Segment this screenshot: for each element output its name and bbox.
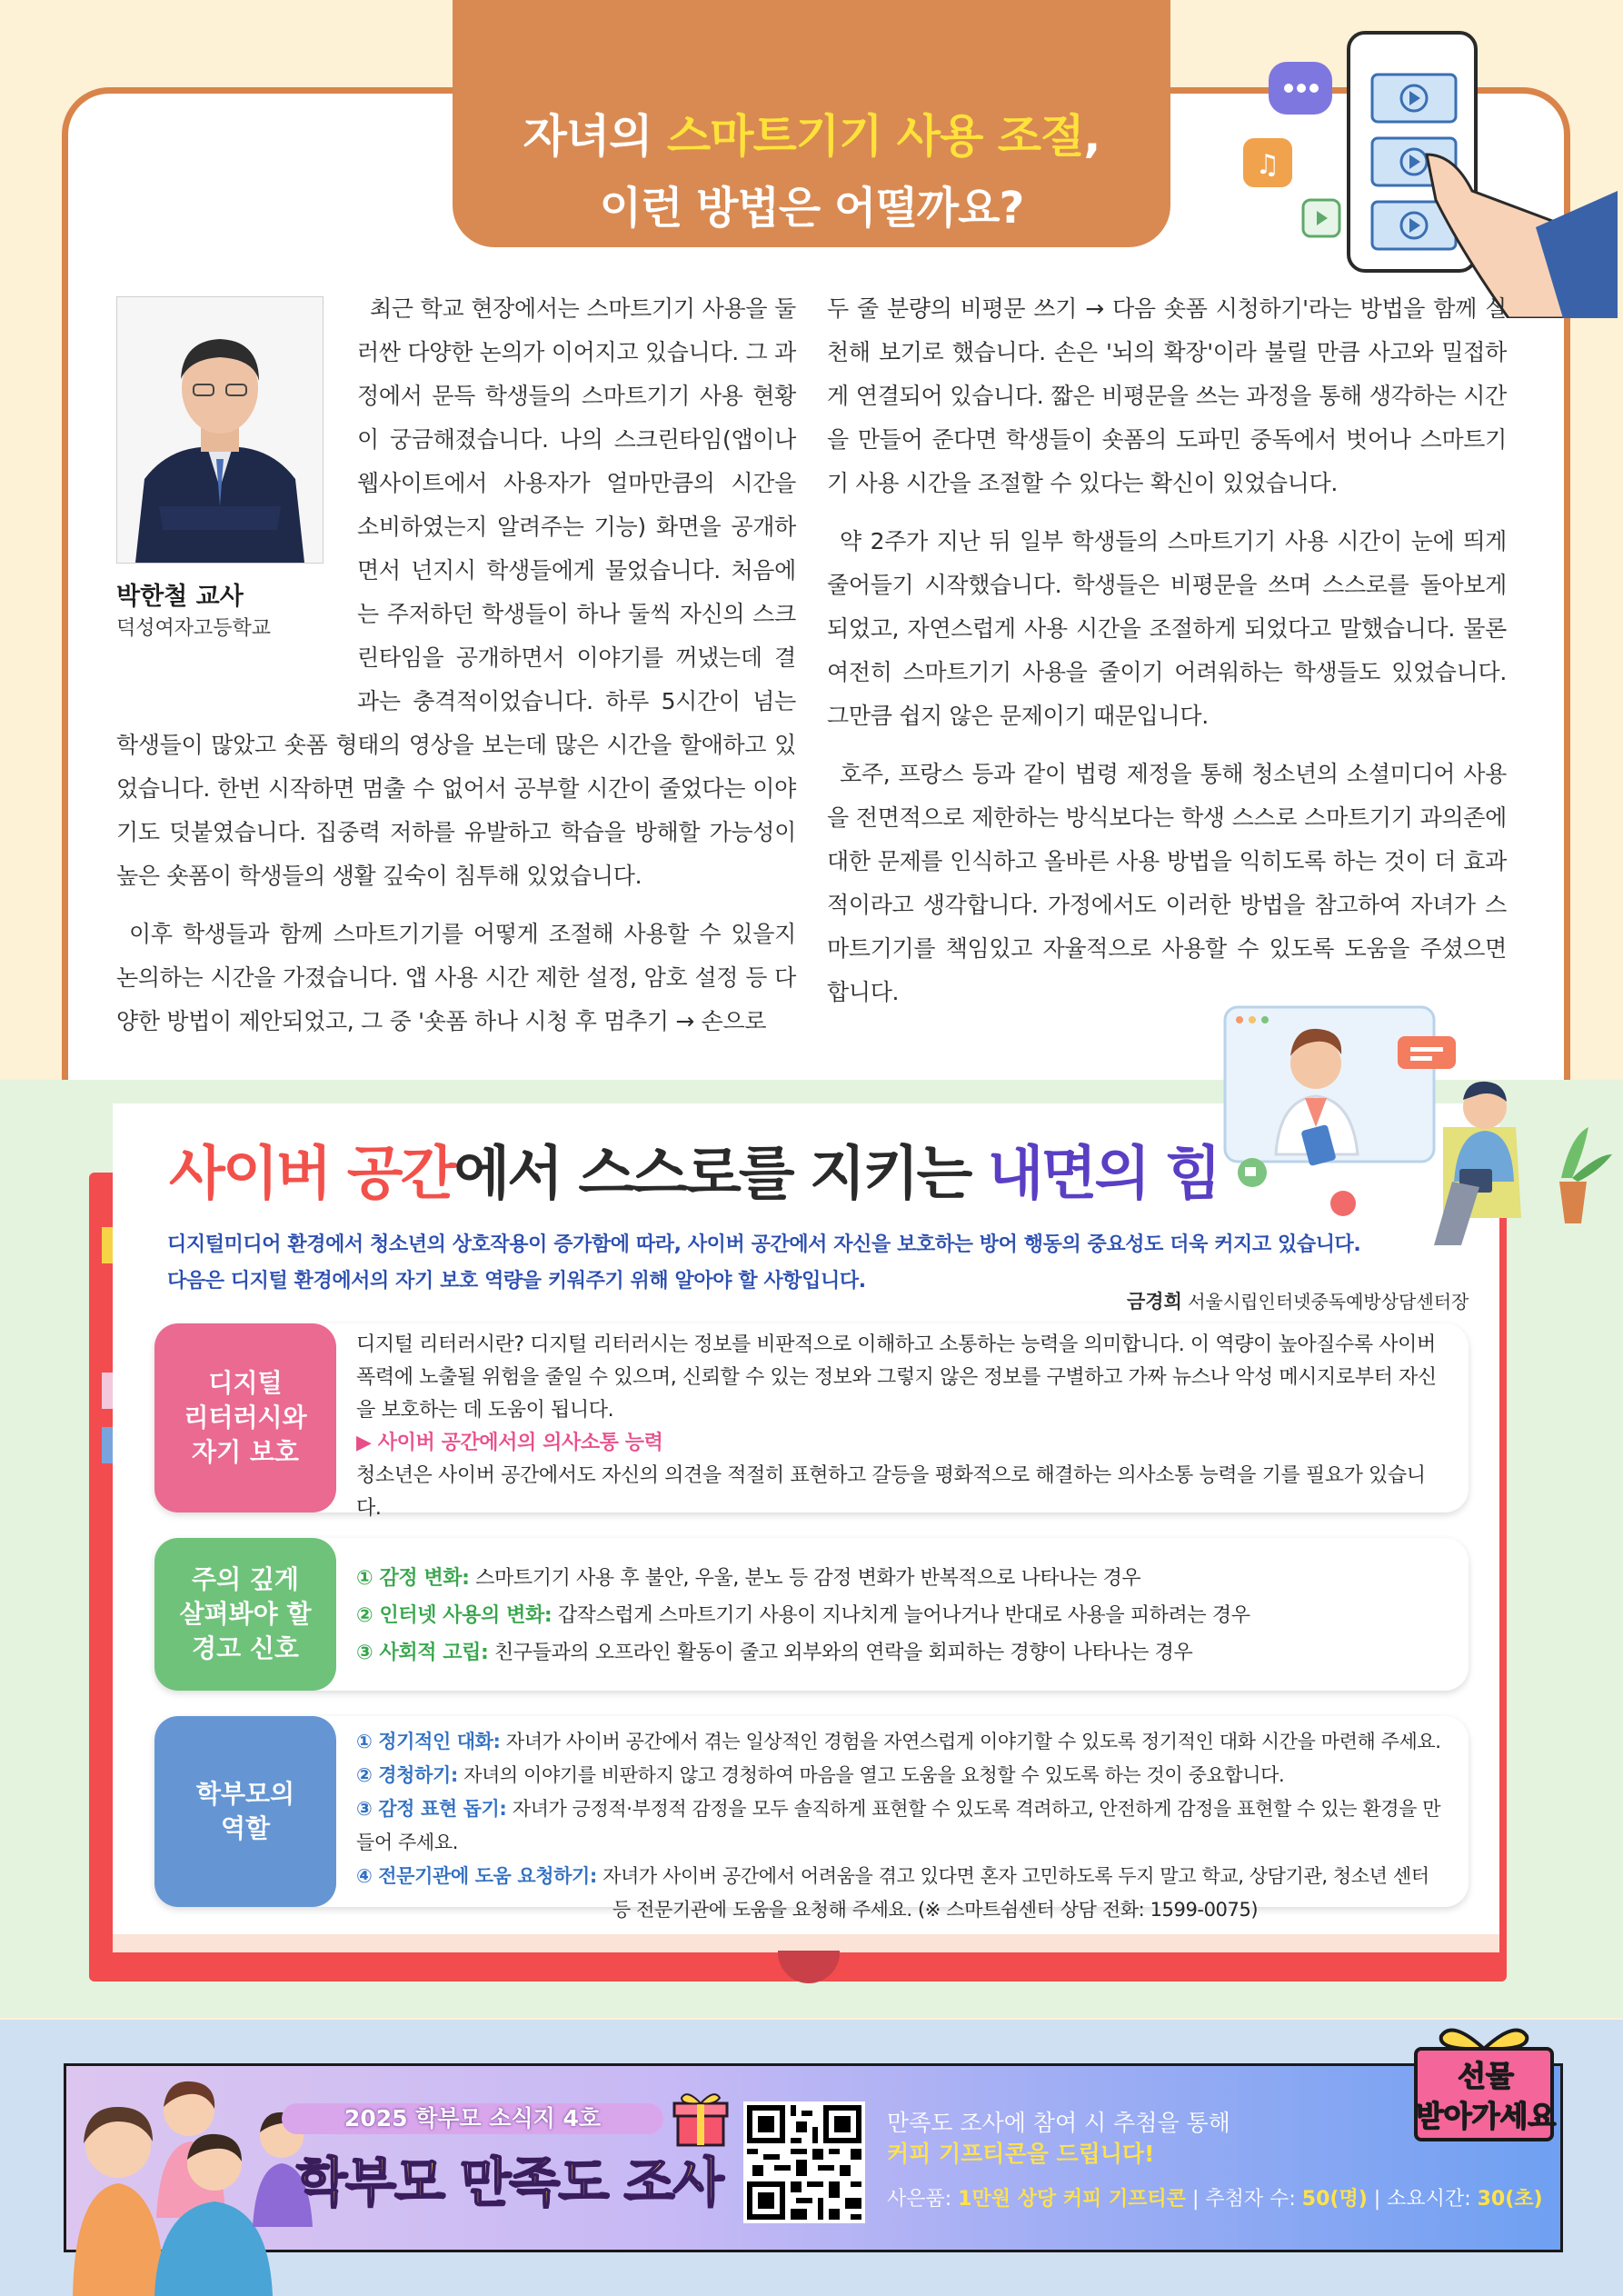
- qr-code[interactable]: [743, 2101, 865, 2223]
- qr-code-image: [747, 2105, 861, 2220]
- title-prefix: 자녀의: [523, 110, 667, 163]
- banner-line1: 만족도 조사에 참여 시 추첨을 통해: [887, 2110, 1230, 2136]
- banner-badge: 2025 학부모 소식지 4호: [282, 2103, 663, 2134]
- list-item-text: 스마트기기 사용 후 불안, 우울, 분노 등 감정 변화가 반복적으로 나타나는 경우: [469, 1567, 1141, 1590]
- info-count-label: | 추첨자 수:: [1185, 2188, 1302, 2211]
- list-item-label: ③ 사회적 고립:: [356, 1642, 489, 1664]
- block-label: [154, 1716, 336, 1907]
- list-item-continuation: 등 전문기관에 도움을 요청해 주세요. (※ 스마트쉼센터 상담 전화: 1599-0075): [612, 1899, 1259, 1921]
- banner-title: 학부모 만족도 조사: [296, 2151, 722, 2213]
- info-prize-label: 사은품:: [887, 2188, 959, 2211]
- title-highlight: 스마트기기 사용 조절: [666, 110, 1084, 163]
- section-title-part3: 내면의 힘: [987, 1141, 1220, 1208]
- block-content: [356, 1725, 1450, 1927]
- section-author-name: 금경희: [1127, 1291, 1182, 1313]
- info-block-digital-literacy: [154, 1323, 1469, 1520]
- section-title-part2: 에서 스스로를 지키는: [453, 1141, 988, 1208]
- block-text: 청소년은 사이버 공간에서도 자신의 의견을 적절히 표현하고 갈등을 평화적으로 해결하는 의사소통 능력을 기를 필요가 있습니다.: [356, 1464, 1426, 1520]
- svg-text:♫: ♫: [1255, 149, 1280, 181]
- section-bottom-strip: [113, 1934, 1499, 1952]
- info-block-parent-role: [154, 1716, 1469, 1921]
- section-intro-line2: 다음은 디지털 환경에서의 자기 보호 역량을 키워주기 위해 알아야 할 사항입니다.: [167, 1270, 866, 1293]
- list-item-label: ④ 전문기관에 도움 요청하기:: [356, 1865, 597, 1887]
- article-title-banner: [453, 0, 1170, 247]
- block-label-text: 주의 깊게 살펴봐야 할 경고 신호: [179, 1564, 312, 1663]
- title-suffix: ,: [1083, 110, 1100, 163]
- article-paragraph: 두 줄 분량의 비평문 쓰기 → 다음 숏폼 시청하기'라는 방법을 함께 실천해 보기로 했습니다. 손은 '뇌의 확장'이라 불릴 만큼 사고와 밀접하게 연결되어 있습니다. 짧은 비평문을 쓰는 과정을 통해 생각하는 시간을 만들어 준다면 학생들이 숏폼의 도파민 중독에서 벗어나 스마트기기 사용 시간을 조절할 수 있다는 확신이 있었습니다.: [827, 295, 1507, 496]
- gift-callout: [1381, 2056, 1590, 2136]
- list-item-label: ② 경청하기:: [356, 1764, 458, 1786]
- gift-box-icon: [669, 2087, 732, 2151]
- block-subheading: ▶ 사이버 공간에서의 의사소통 능력: [356, 1432, 663, 1454]
- list-item-label: ③ 감정 표현 돕기:: [356, 1798, 507, 1820]
- family-illustration: [55, 2027, 327, 2296]
- article-paragraph: 이후 학생들과 함께 스마트기기를 어떻게 조절해 사용할 수 있을지 논의하는 시간을 가졌습니다. 앱 사용 시간 제한 설정, 암호 설정 등 다양한 방법이 제안되었고, 그 중 '숏폼 하나 시청 후 멈추기 → 손으로: [116, 921, 796, 1034]
- info-time: 30(초): [1477, 2188, 1543, 2211]
- list-item: [356, 1860, 1450, 1893]
- list-item-label: ① 감정 변화:: [356, 1567, 470, 1590]
- list-item: [356, 1560, 1450, 1597]
- info-count: 50(명): [1301, 2188, 1368, 2211]
- banner-line2: 커피 기프티콘을 드립니다!: [887, 2141, 1155, 2167]
- article-paragraph: 약 2주가 지난 뒤 일부 학생들의 스마트기기 사용 시간이 눈에 띄게 줄어들기 시작했습니다. 학생들은 비평문을 쓰며 스스로를 돌아보게 되었고, 자연스럽게 사용 시간을 조절하게 되었다고 말했습니다. 물론 여전히 스마트기기 사용을 줄이기 어려워하는 학생들도 있었습니다. 그만큼 쉽지 않은 문제이기 때문입니다.: [827, 528, 1507, 729]
- block-label: [154, 1538, 336, 1691]
- block-label-text: 디지털 리터러시와 자기 보호: [184, 1368, 307, 1467]
- banner-info: [887, 2183, 1543, 2211]
- section-author-org: 서울시립인터넷중독예방상담센터장: [1188, 1291, 1469, 1313]
- block-text: 디지털 리터러시란? 디지털 리터러시는 정보를 비판적으로 이해하고 소통하는 능력을 의미합니다. 이 역량이 높아질수록 사이버폭력에 노출될 위험을 줄일 수 있으며, 신뢰할 수 있는 정보와 그렇지 않은 정보를 구별하고 가짜 뉴스나 악성 메시지로부터 자신을 보호하는 데 도움이 됩니다.: [356, 1333, 1437, 1422]
- info-time-label: | 소요시간:: [1367, 2188, 1478, 2211]
- gift-line1: 선물: [1458, 2059, 1514, 2093]
- counseling-illustration: [1216, 1000, 1616, 1254]
- gift-line2: 받아가세요: [1415, 2099, 1557, 2133]
- smartphone-illustration: [1236, 18, 1618, 318]
- list-item: [356, 1725, 1450, 1759]
- list-item: [356, 1759, 1450, 1792]
- article-column-right: [827, 287, 1507, 1029]
- list-item-label: ① 정기적인 대화:: [356, 1731, 501, 1752]
- info-prize: 1만원 상당 커피 기프티콘: [958, 2188, 1186, 2211]
- list-item: [356, 1597, 1450, 1634]
- section-intro-line1: 디지털미디어 환경에서 청소년의 상호작용이 증가함에 따라, 사이버 공간에서 자신을 보호하는 방어 행동의 중요성도 더욱 커지고 있습니다.: [167, 1233, 1361, 1256]
- article-title-line1: [453, 100, 1170, 165]
- list-item-label: ② 인터넷 사용의 변화:: [356, 1604, 553, 1627]
- block-label: [154, 1323, 336, 1512]
- list-item: [356, 1634, 1450, 1672]
- list-item-text: 자녀가 사이버 공간에서 겪는 일상적인 경험을 자연스럽게 이야기할 수 있도록 정기적인 대화 시간을 마련해 주세요.: [500, 1731, 1441, 1752]
- list-item-text: 자녀가 긍정적·부정적 감정을 모두 솔직하게 표현할 수 있도록 격려하고, 안전하게 감정을 표현할 수 있는 환경을 만들어 주세요.: [356, 1798, 1441, 1853]
- list-item: [356, 1792, 1450, 1860]
- block-label-text: 학부모의 역할: [195, 1779, 295, 1843]
- author-school: 덕성여자고등학교: [116, 617, 272, 640]
- article-title-line2: 이런 방법은 어떨까요?: [599, 183, 1024, 234]
- block-content: [356, 1329, 1450, 1525]
- article-column-left: [116, 287, 796, 1058]
- section-author: [1127, 1287, 1469, 1314]
- list-item-text: 자녀가 사이버 공간에서 어려움을 겪고 있다면 혼자 고민하도록 두지 말고 학교, 상담기관, 청소년 센터: [596, 1865, 1429, 1887]
- list-item-text: 친구들과의 오프라인 활동이 줄고 외부와의 연락을 회피하는 경향이 나타나는 경우: [488, 1642, 1193, 1664]
- list-item-text: 자녀의 이야기를 비판하지 않고 경청하여 마음을 열고 도움을 요청할 수 있도록 하는 것이 중요합니다.: [457, 1764, 1285, 1786]
- article-paragraph: 호주, 프랑스 등과 같이 법령 제정을 통해 청소년의 소셜미디어 사용을 전면적으로 제한하는 방식보다는 학생 스스로 스마트기기 과의존에 대한 문제를 인식하고 올바른 사용 방법을 익히도록 하는 것이 더 효과적이라고 생각합니다. 가정에서도 이러한 방법을 참고하여 자녀가 스마트기기를 책임있고 자율적으로 사용할 수 있도록 도움을 주셨으면 합니다.: [827, 761, 1507, 1005]
- author-name: 박한철 교사: [116, 583, 244, 611]
- section-title: [169, 1127, 1219, 1211]
- section-title-part1: 사이버 공간: [169, 1141, 454, 1208]
- article-paragraph: 최근 학교 현장에서는 스마트기기 사용을 둘러싼 다양한 논의가 이어지고 있습니다. 그 과정에서 문득 학생들의 스마트기기 사용 현황이 궁금해졌습니다. 나의 스크린타임(앱이나 웹사이트에서 사용자가 얼마만큼의 시간을 소비하였는지 알려주는 기능) 화면을 공개하면서 넌지시 학생들에게 물었습니다. 처음에는 주저하던 학생들이 하나 둘씩 자신의 스크린타임을 공개하면서 이야기를 꺼냈는데 결과는 충격적이었습니다. 하루 5시간이 넘는 학생들이 많았고 숏폼 형태의 영상을 보는데 많은 시간을 할애하고 있었습니다. 한번 시작하면 멈출 수 없어서 공부할 시간이 줄었다는 이야기도 덧붙였습니다. 집중력 저하를 유발하고 학습을 방해할 가능성이 높은 숏폼이 학생들의 생활 깊숙이 침투해 있었습니다.: [116, 295, 796, 889]
- info-block-warning-signs: [154, 1538, 1469, 1691]
- list-item-text: 갑작스럽게 스마트기기 사용이 지나치게 늘어나거나 반대로 사용을 피하려는 경우: [552, 1604, 1250, 1627]
- block-content: [356, 1560, 1450, 1672]
